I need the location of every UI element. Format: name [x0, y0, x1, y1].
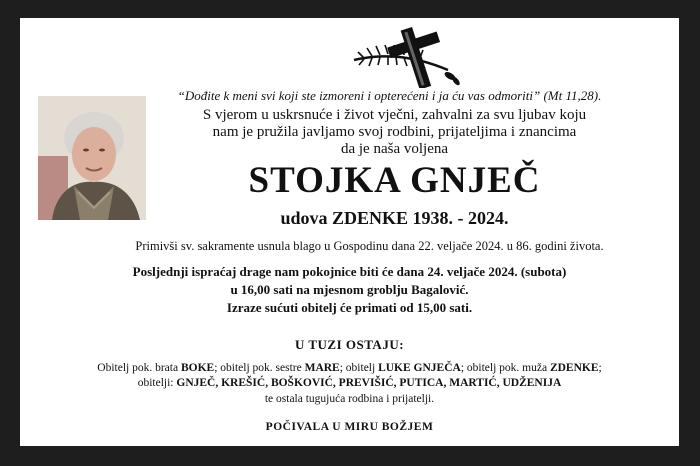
- closing-line: POČIVALA U MIRU BOŽJEM: [265, 421, 434, 433]
- family-name: ZDENKE: [549, 362, 599, 374]
- obituary-notice: [20, 18, 679, 446]
- family-name: BOKE: [180, 362, 215, 374]
- funeral-info-line: Izraze sućuti obitelj će primati od 15,00 sati.: [226, 300, 473, 315]
- death-announcement: Primivši sv. sakramente usnula blago u Gospodinu dana 22. veljače 2024. u 86. godini života.: [135, 239, 604, 253]
- intro-line: da je naša voljena: [340, 141, 449, 157]
- cross-with-palm-icon: [350, 24, 470, 88]
- family-line: [20, 361, 679, 376]
- family-name: MARE: [304, 362, 340, 374]
- mourners-heading: U TUZI OSTAJU:: [294, 337, 405, 352]
- family-name: LUKE GNJEČA: [378, 362, 461, 374]
- family-text: ;: [598, 362, 602, 374]
- family-line: te ostala tugujuća rodbina i prijatelji.: [264, 393, 435, 405]
- family-text: ; obitelj pok. muža: [460, 362, 550, 374]
- deceased-name: STOJKA GNJEČ: [248, 160, 541, 201]
- intro-line: nam je pružila javljamo svoj rodbini, prijateljima i znancima: [212, 124, 577, 140]
- family-text: Obitelj pok. brata: [97, 362, 181, 374]
- family-names: GNJEČ, KREŠIĆ, BOŠKOVIĆ, PREVIŠIĆ, PUTICA, MARTIĆ, UDŽENIJA: [176, 377, 562, 389]
- funeral-info-line: u 16,00 sati na mjesnom groblju Bagalović.: [230, 282, 469, 297]
- family-text: ; obitelj: [339, 362, 379, 374]
- funeral-info-line: Posljednji ispraćaj drage nam pokojnice biti će dana 24. veljače 2024. (subota): [132, 264, 567, 279]
- family-text: ; obitelj pok. sestre: [214, 362, 305, 374]
- family-text: obitelji:: [137, 377, 177, 389]
- deceased-subtitle: udova ZDENKE 1938. - 2024.: [280, 208, 509, 228]
- intro-line: S vjerom u uskrsnuće i život vječni, zahvalni za svu ljubav koju: [202, 107, 587, 123]
- bible-quote: “Dođite k meni svi koji ste izmoreni i opterećeni i ja ću vas odmoriti” (Mt 11,28).: [177, 88, 602, 103]
- family-line: [20, 376, 679, 391]
